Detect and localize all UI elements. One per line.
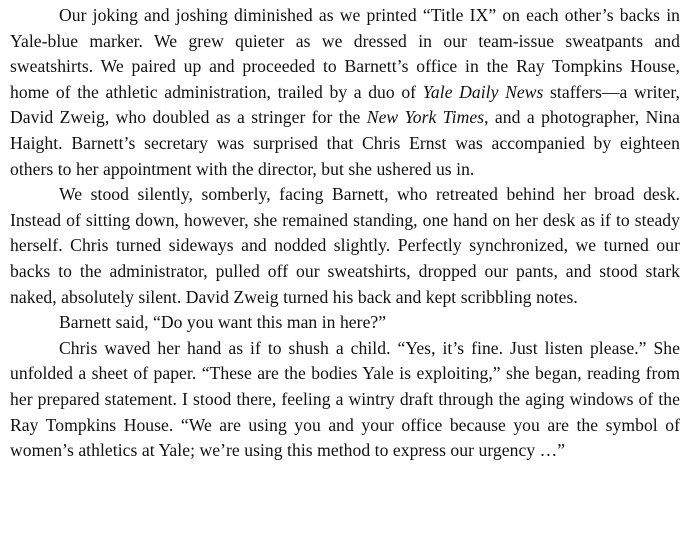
paragraph-1-text-2: staffers—a writer, David Zweig, who doubled as a stringer for the (10, 81, 680, 128)
paragraph-1 (10, 3, 680, 182)
paragraph-4 (10, 336, 680, 464)
paragraph-4-text: Chris waved her hand as if to shush a child. “Yes, it’s fine. Just listen please.” She unfolded a sheet of paper. “These are the bodies Yale is exploiting,” she began, reading from her prepared statement. I stood there, feeling a wintry draft through the aging windows of the Ray Tompkins House. “We are using you and your office because you are the symbol of women’s athletics at Yale; we’re using this method to express our urgency …” (10, 337, 680, 461)
paragraph-3 (10, 310, 680, 336)
paragraph-1-italic-yale-daily-news: Yale Daily News (422, 81, 544, 102)
paragraph-2-text: We stood silently, somberly, facing Barnett, who retreated behind her broad desk. Instead of sitting down, however, she remained standing, one hand on her desk as if to steady herself. Chris turned sideways and nodded slightly. Perfectly synchronized, we turned our backs to the administrator, pulled off our sweatshirts, dropped our pants, and stood stark naked, absolutely silent. David Zweig turned his back and kept scribbling notes. (10, 184, 680, 307)
paragraph-3-text: Barnett said, “Do you want this man in here?” (59, 312, 387, 333)
paragraph-1-text-3: , and a photographer, Nina Haight. Barnett’s secretary was surprised that Chris Ernst was accompanied by eighteen others to her appointment with the director, but she ushered us in. (10, 107, 680, 179)
paragraph-1-text-1: Our joking and joshing diminished as we printed “Title IX” on each other’s backs in Yale-blue marker. We grew quieter as we dressed in our team-issue sweatpants and sweatshirts. We paired up and proceeded to Barnett’s office in the Ray Tompkins House, home of the athletic administration, trailed by a duo of (10, 5, 680, 102)
paragraph-1-italic-new-york-times: New York Times (366, 107, 485, 128)
paragraph-2 (10, 182, 680, 310)
